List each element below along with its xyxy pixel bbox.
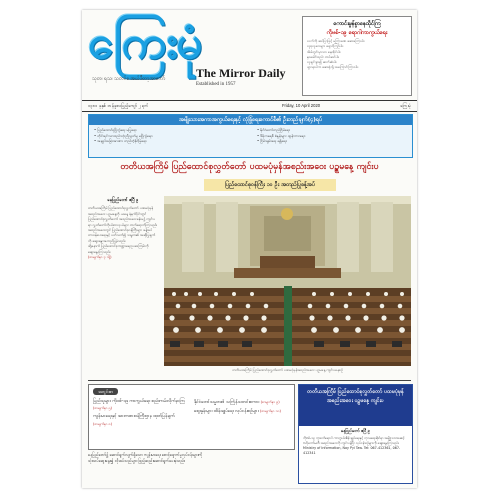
- established-line: Established in 1957: [196, 82, 236, 87]
- main-headline: တတိယအကြိမ် ပြည်ထောင်စုလွှတ်တော် ပထမပုံမှန်အစည်းအဝေး ပဉ္စမနေ့ ကျင်းပ: [120, 162, 379, 172]
- article-byline: နေပြည်တော် ဧပြီ ၉: [107, 198, 139, 203]
- brief-item[interactable]: [194, 408, 290, 415]
- objectives-panel: [88, 114, 413, 158]
- sub-headline: ပြည်ထောင်စုဝန်ကြီး ၁၀ ဦး အတည်ပြုခန့်အပ်: [204, 179, 336, 191]
- promo-byline: နေပြည်တော် ဧပြီ ၉: [340, 428, 370, 433]
- objective-item: • ငြိမ်းချမ်းရေး ရရှိရေး၊: [257, 139, 288, 143]
- promo-box: [298, 384, 413, 484]
- masthead-tagline: သုတ၊ ရသ၊ သတင်း၊ အယ်ဒီတာ့အာဘော်: [92, 76, 166, 82]
- bottom-story-line: သုံးသပ်ဆွေးနွေး၍ လိုအပ်သည်များ ဖြည့်ဆည်းဆောင်ရွက်ပေးခဲ့သည်။: [88, 458, 186, 463]
- brief-text: နိုင်ငံတော်သမ္မတ၏ သင်္ကြန်သတင်းစကား: [194, 400, 260, 405]
- promo-headline: တတိယအကြိမ် ပြည်ထောင်စုလွှတ်တော် ပထမပုံမှန်အစည်းအဝေး ပဉ္စမနေ့ ကျင်းပ: [299, 385, 412, 426]
- brief-page-ref: (စာမျက်နှာ ၁၀): [260, 409, 281, 414]
- brief-page-ref: (စာမျက်နှာ ၈): [93, 421, 112, 426]
- dateline-english-date: Friday, 10 April 2020: [282, 103, 321, 108]
- briefs-tag: အတွင်းစာ: [93, 388, 118, 395]
- brief-item[interactable]: [194, 399, 290, 406]
- brief-text: ကျန်းမာရေးနှင့် အားကစားဝန်ကြီးဌာန ထုတ်ပြန်ချက်: [93, 414, 175, 420]
- article-continued: (စာမျက်နှာ ၃ သို့): [88, 255, 112, 260]
- bottom-story-line: နေပြည်တော်၌ ဆောင်ရွက်လျက်ရှိသော ကျန်းမာရေး စောင့်ရှောက်မှုလုပ်ငန်းများကို: [88, 452, 203, 457]
- notice-subtitle: ကိုဗစ်-၁၉ ရောဂါကာကွယ်ရေး: [326, 30, 388, 36]
- notice-body: [307, 39, 407, 71]
- briefs-left-column: [93, 399, 189, 430]
- objective-item: • နိုင်ငံတော်တည်ငြိမ်ရေး၊: [257, 128, 291, 132]
- parliament-photo: [164, 196, 411, 366]
- notice-title: ကောင်းမွန်စွာနေထိုင်ကြ: [333, 21, 381, 27]
- inside-briefs-box: [88, 384, 295, 450]
- masthead-logo: ကြေးမုံ: [88, 15, 201, 69]
- article-paragraph: အစည်းအဝေးတွင် ပြည်ထောင်စုဝန်ကြီးများ ခန့်အပ်တာဝန်ပေးရေးနှင့် ပတ်သက်၍ သမ္မတ၏ အဆိုပြုချက်ကို ဆွေးနွေးအတည်ပြုခဲ့သည်။: [88, 228, 156, 243]
- notice-line: ဖျားနာပါက ဆေးရုံသို့ အကြောင်းကြားပါ။: [307, 65, 359, 70]
- brief-page-ref: (စာမျက်နှာ ၉): [260, 400, 280, 404]
- notice-line: လူချင်းခွာ၍ ဆက်ဆံပါ။: [307, 60, 337, 65]
- article-paragraph: ထို့နောက် ပြည်ထောင်စုဘဏ္ဍာရေးဥပဒေကြမ်းကို ဆွေးနွေးကြသည်။: [88, 244, 149, 254]
- newspaper-front-page: [82, 10, 417, 488]
- objective-item: • ပြည်ထောင်စုပြိုကွဲရေး မပြုရေး၊: [94, 128, 137, 132]
- brief-text: ပြည်သူများ ကိုဗစ်-၁၉ ကာကွယ်ရေး စည်းကမ်းလိုက်နာကြ: [93, 399, 185, 404]
- objective-item: • အချုပ်အခြာအာဏာ တည်တံ့ခိုင်မြဲရေး၊: [94, 139, 147, 143]
- notice-box: [302, 16, 412, 96]
- brief-text: ဈေးနှုန်းများ ထိန်းချုပ်ရေး လုပ်ငန်းစဉ်များ: [194, 409, 259, 415]
- objective-item: • ဒီမိုကရေစီ စံနှုန်းများ ထွန်းကားရေး၊: [257, 133, 306, 138]
- brief-item[interactable]: [93, 414, 189, 427]
- briefs-right-column: [194, 399, 290, 417]
- notice-line: နှာခေါင်းစည်း တပ်ဆင်ပါ။: [307, 54, 340, 59]
- objectives-right-column: [257, 128, 407, 145]
- bottom-story: [88, 452, 293, 464]
- lead-article: [88, 198, 158, 260]
- section-divider: [88, 380, 411, 381]
- article-paragraph: တတိယအကြိမ် ပြည်ထောင်စုလွှတ်တော် ပထမပုံမှန်အစည်းအဝေး ပဉ္စမနေ့ကို ယနေ့ နံနက်ပိုင်းတွင် ပြည်ထောင်စုလွှတ်တော် အစည်းအဝေးခန်းမ၌ ကျင်းပရာ လွှတ်တော်ကိုယ်စားလှယ်များ တက်ရောက်ကြသည်။: [88, 206, 158, 227]
- brief-page-ref: (စာမျက်နှာ ၅): [93, 406, 112, 411]
- objectives-heading: အမျိုးသားအကာအကွယ်ရေးနှင့် လုံခြုံရေးကောင်စီ၏ ဦးတည်ချက်(၄)ရပ်: [89, 115, 412, 125]
- parliament-hall-image: [164, 196, 411, 366]
- objectives-left-column: [94, 128, 244, 145]
- promo-body: ကိုဗစ်-၁၉ ကူးစက်ရောဂါ ကာကွယ်ထိန်းချုပ်ရေးနှင့် ကုသရေးဆိုင်ရာ အမျိုးသားအဆင့် ဗဟိုကော်မတီ အစည်းအဝေးကို ကျင်းပခဲ့ပြီး လုပ်ငန်းစဉ်များကို ဆွေးနွေးကြသည်။ Ministry of Information, Nay Pyi Taw. Tel: 067-412361, 067-412341: [303, 436, 405, 455]
- photo-caption: တတိယအကြိမ် ပြည်ထောင်စုလွှတ်တော် ပထမပုံမှန်အစည်းအဝေး ပဉ္စမနေ့ ကျင်းပနေစဉ်: [232, 368, 343, 372]
- dateline-paper-name: ကြေးမုံ: [400, 103, 411, 108]
- notice-line: အိမ်တွင်းမှာသာ နေထိုင်ပါ။: [307, 49, 341, 54]
- objective-item: • တိုင်းရင်းသားစည်းလုံးညီညွတ်မှု မပြိုကွဲရေး၊: [94, 133, 153, 138]
- notice-line: လူစုလူဝေးများ ရှောင်ကြဉ်ပါ။: [307, 44, 344, 49]
- brief-item[interactable]: [93, 399, 189, 412]
- notice-line: လက်ကို ဆပ်ပြာဖြင့် မကြာခဏ ဆေးကြောပါ။: [307, 39, 365, 43]
- english-nameplate: The Mirror Daily: [196, 66, 286, 80]
- dateline-bar: [82, 100, 417, 112]
- dateline-myanmar-date: ၁၃၈၁ ခုနှစ်၊ တန်ခူးလပြည့်ကျော် ၂ ရက်: [88, 103, 149, 108]
